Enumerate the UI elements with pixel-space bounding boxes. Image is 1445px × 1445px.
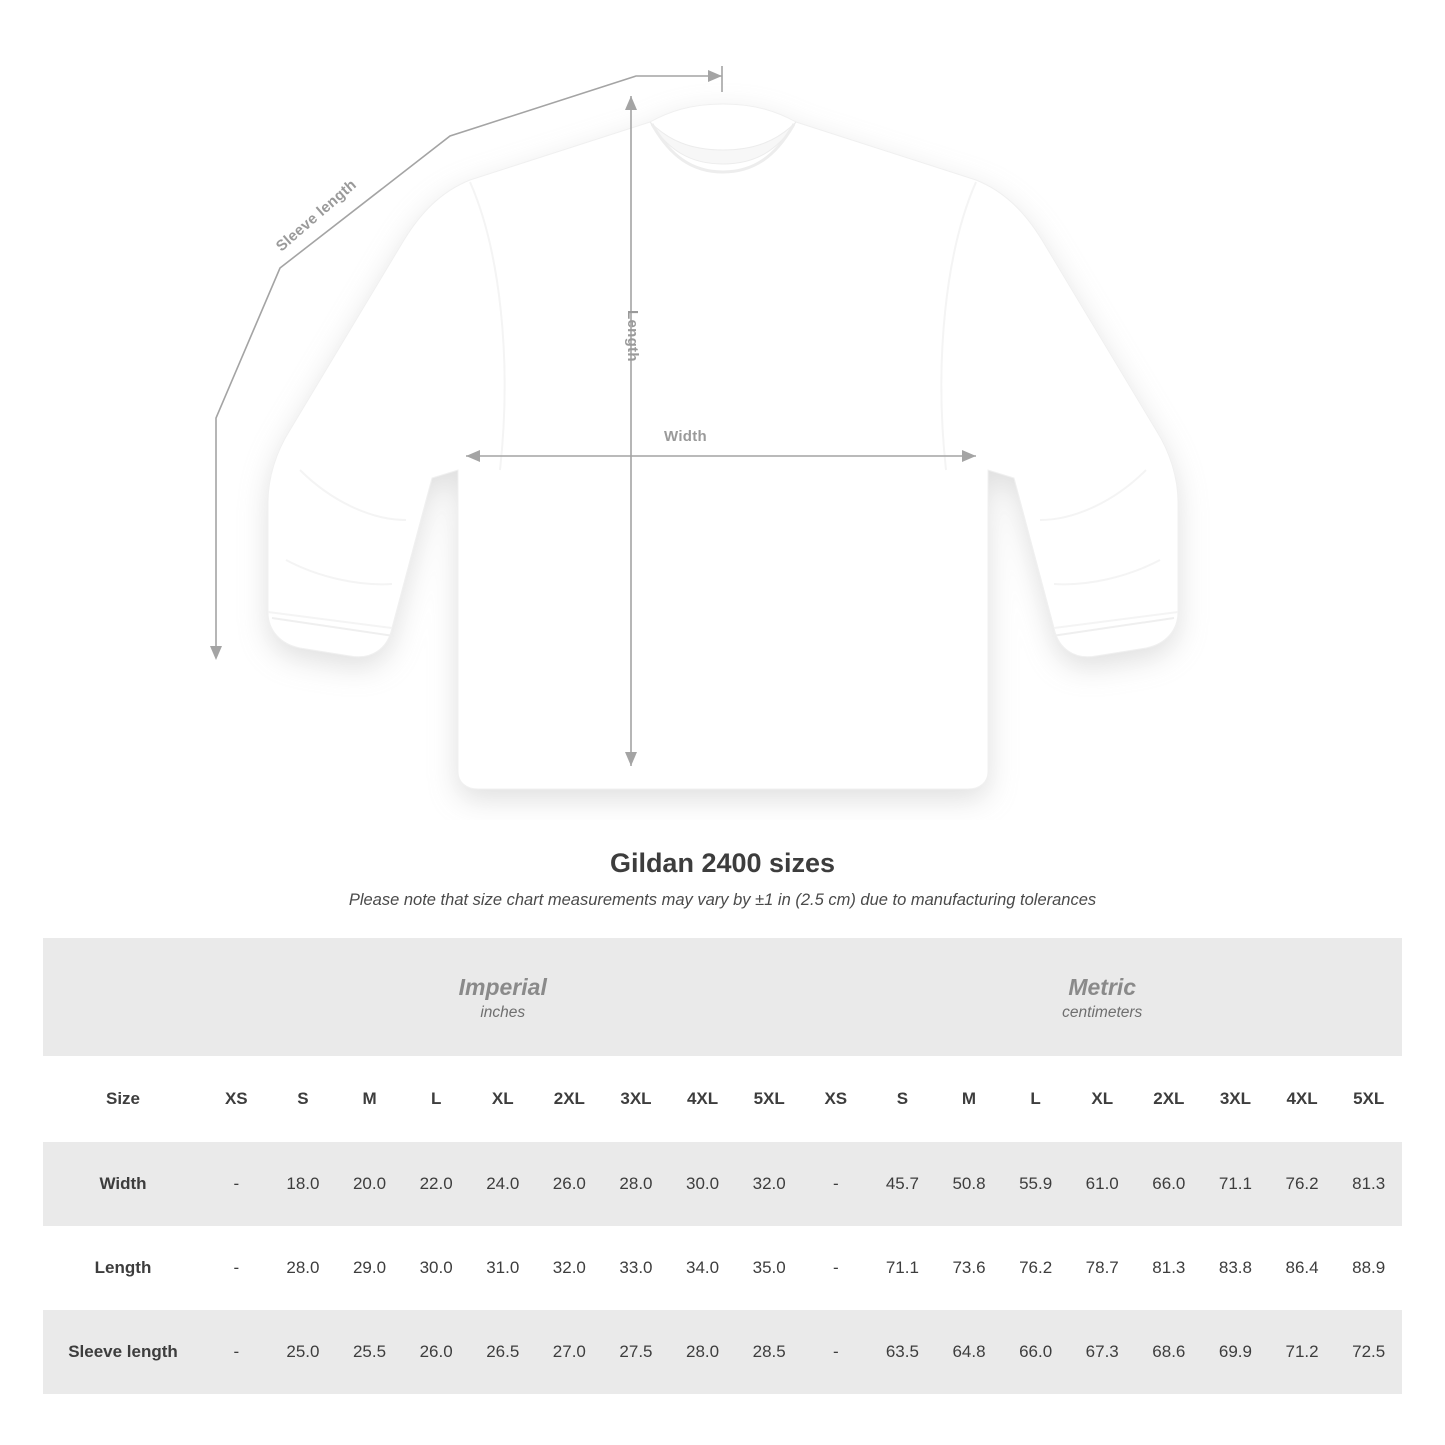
sleeve-length-dimension-label: Sleeve length xyxy=(272,176,360,255)
metric-unit-cell xyxy=(802,938,1402,1056)
cell-width-metric-s: 45.7 xyxy=(869,1142,936,1226)
title-block xyxy=(0,848,1445,910)
size-header-metric-m: M xyxy=(936,1056,1003,1142)
size-header-imperial-5xl: 5XL xyxy=(736,1056,803,1142)
size-header-row xyxy=(43,1056,1402,1142)
cell-sleeve-metric-xl: 67.3 xyxy=(1069,1310,1136,1394)
cell-length-imperial-2xl: 32.0 xyxy=(536,1226,603,1310)
cell-length-metric-5xl: 88.9 xyxy=(1335,1226,1402,1310)
width-dimension-label: Width xyxy=(664,428,708,445)
cell-width-metric-xs: - xyxy=(802,1142,869,1226)
cell-length-metric-3xl: 83.8 xyxy=(1202,1226,1269,1310)
cell-sleeve-metric-4xl: 71.2 xyxy=(1269,1310,1336,1394)
cell-sleeve-imperial-xl: 26.5 xyxy=(469,1310,536,1394)
imperial-unit-cell xyxy=(203,938,802,1056)
unit-header-row xyxy=(43,938,1402,1056)
cell-width-imperial-5xl: 32.0 xyxy=(736,1142,803,1226)
cell-width-metric-4xl: 76.2 xyxy=(1269,1142,1336,1226)
metric-unit-name: Metric xyxy=(1068,974,1137,1001)
cell-length-metric-m: 73.6 xyxy=(936,1226,1003,1310)
size-header-imperial-s: S xyxy=(270,1056,337,1142)
table-row xyxy=(43,1226,1402,1310)
size-header-imperial-xs: XS xyxy=(203,1056,270,1142)
cell-sleeve-imperial-4xl: 28.0 xyxy=(669,1310,736,1394)
size-header-metric-l: L xyxy=(1002,1056,1069,1142)
cell-length-imperial-xl: 31.0 xyxy=(469,1226,536,1310)
size-header-imperial-4xl: 4XL xyxy=(669,1056,736,1142)
cell-length-imperial-xs: - xyxy=(203,1226,270,1310)
cell-length-imperial-3xl: 33.0 xyxy=(603,1226,670,1310)
cell-width-imperial-xs: - xyxy=(203,1142,270,1226)
size-header-metric-4xl: 4XL xyxy=(1269,1056,1336,1142)
page-title: Gildan 2400 sizes xyxy=(609,848,836,878)
imperial-unit-name: Imperial xyxy=(458,974,547,1001)
cell-sleeve-imperial-m: 25.5 xyxy=(336,1310,403,1394)
table-row xyxy=(43,1310,1402,1394)
cell-length-imperial-5xl: 35.0 xyxy=(736,1226,803,1310)
cell-width-imperial-xl: 24.0 xyxy=(469,1142,536,1226)
cell-width-metric-xl: 61.0 xyxy=(1069,1142,1136,1226)
size-chart-table xyxy=(43,938,1402,1394)
cell-length-metric-4xl: 86.4 xyxy=(1269,1226,1336,1310)
cell-length-imperial-s: 28.0 xyxy=(270,1226,337,1310)
size-header-metric-5xl: 5XL xyxy=(1335,1056,1402,1142)
cell-length-metric-xs: - xyxy=(802,1226,869,1310)
cell-width-imperial-3xl: 28.0 xyxy=(603,1142,670,1226)
cell-sleeve-imperial-l: 26.0 xyxy=(403,1310,470,1394)
unit-row-spacer xyxy=(43,938,203,1056)
row-label-sleeve-length: Sleeve length xyxy=(43,1310,203,1394)
cell-sleeve-metric-s: 63.5 xyxy=(869,1310,936,1394)
cell-width-imperial-m: 20.0 xyxy=(336,1142,403,1226)
cell-width-imperial-s: 18.0 xyxy=(270,1142,337,1226)
row-label-length: Length xyxy=(43,1226,203,1310)
cell-width-metric-5xl: 81.3 xyxy=(1335,1142,1402,1226)
cell-sleeve-metric-xs: - xyxy=(802,1310,869,1394)
metric-unit-sub: centimeters xyxy=(1062,1003,1143,1021)
size-header-imperial-xl: XL xyxy=(469,1056,536,1142)
size-header-label: Size xyxy=(43,1056,203,1142)
size-header-metric-xl: XL xyxy=(1069,1056,1136,1142)
size-header-metric-xs: XS xyxy=(802,1056,869,1142)
size-header-imperial-m: M xyxy=(336,1056,403,1142)
size-header-metric-2xl: 2XL xyxy=(1136,1056,1203,1142)
row-label-width: Width xyxy=(43,1142,203,1226)
cell-width-imperial-4xl: 30.0 xyxy=(669,1142,736,1226)
cell-length-metric-s: 71.1 xyxy=(869,1226,936,1310)
size-chart-table-wrapper xyxy=(43,938,1402,1394)
cell-length-imperial-l: 30.0 xyxy=(403,1226,470,1310)
size-header-metric-s: S xyxy=(869,1056,936,1142)
cell-sleeve-metric-l: 66.0 xyxy=(1002,1310,1069,1394)
cell-width-metric-m: 50.8 xyxy=(936,1142,1003,1226)
size-header-imperial-2xl: 2XL xyxy=(536,1056,603,1142)
cell-length-metric-xl: 78.7 xyxy=(1069,1226,1136,1310)
imperial-unit-sub: inches xyxy=(480,1003,526,1021)
cell-width-metric-l: 55.9 xyxy=(1002,1142,1069,1226)
cell-sleeve-metric-m: 64.8 xyxy=(936,1310,1003,1394)
cell-sleeve-imperial-xs: - xyxy=(203,1310,270,1394)
length-dimension-label: Length xyxy=(624,310,641,362)
cell-sleeve-imperial-s: 25.0 xyxy=(270,1310,337,1394)
cell-sleeve-metric-2xl: 68.6 xyxy=(1136,1310,1203,1394)
size-header-imperial-3xl: 3XL xyxy=(603,1056,670,1142)
cell-width-imperial-2xl: 26.0 xyxy=(536,1142,603,1226)
cell-sleeve-imperial-2xl: 27.0 xyxy=(536,1310,603,1394)
size-header-imperial-l: L xyxy=(403,1056,470,1142)
cell-length-imperial-4xl: 34.0 xyxy=(669,1226,736,1310)
cell-length-imperial-m: 29.0 xyxy=(336,1226,403,1310)
table-row xyxy=(43,1142,1402,1226)
cell-sleeve-imperial-3xl: 27.5 xyxy=(603,1310,670,1394)
cell-length-metric-2xl: 81.3 xyxy=(1136,1226,1203,1310)
cell-length-metric-l: 76.2 xyxy=(1002,1226,1069,1310)
cell-width-metric-3xl: 71.1 xyxy=(1202,1142,1269,1226)
cell-width-metric-2xl: 66.0 xyxy=(1136,1142,1203,1226)
tolerance-note: Please note that size chart measurements may vary by ±1 in (2.5 cm) due to manufacturing tolerances xyxy=(348,891,1097,909)
cell-width-imperial-l: 22.0 xyxy=(403,1142,470,1226)
size-header-metric-3xl: 3XL xyxy=(1202,1056,1269,1142)
cell-sleeve-imperial-5xl: 28.5 xyxy=(736,1310,803,1394)
cell-sleeve-metric-5xl: 72.5 xyxy=(1335,1310,1402,1394)
cell-sleeve-metric-3xl: 69.9 xyxy=(1202,1310,1269,1394)
